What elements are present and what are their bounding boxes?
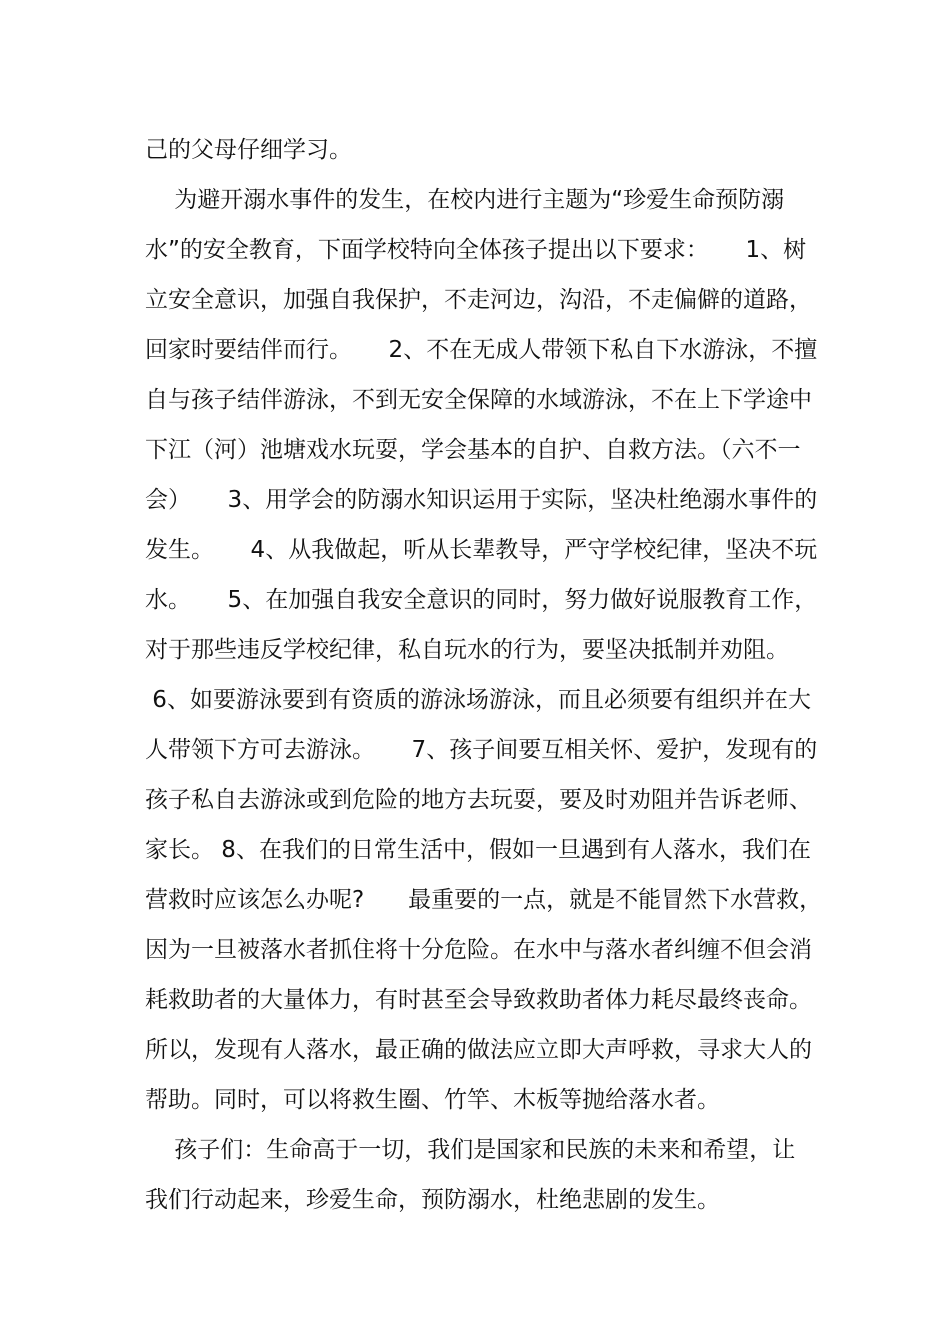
text-line: 所以，发现有人落水，最正确的做法应立即大声呼救，寻求大人的 (145, 1037, 812, 1063)
text-line: 立安全意识，加强自我保护，不走河边，沟沿，不走偏僻的道路， (145, 287, 812, 313)
text-line: 孩子们：生命高于一切，我们是国家和民族的未来和希望，让 (145, 1137, 796, 1163)
text-line: 己的父母仔细学习。 (145, 137, 352, 163)
text-line: 人带领下方可去游泳。 7、孩子间要互相关怀、爱护，发现有的 (145, 737, 818, 763)
text-line: 我们行动起来，珍爱生命，预防溺水，杜绝悲剧的发生。 (145, 1187, 720, 1213)
text-line: 会） 3、用学会的防溺水知识运用于实际，坚决杜绝溺水事件的 (145, 487, 818, 513)
text-line: 为避开溺水事件的发生，在校内进行主题为“珍爱生命预防溺 (145, 187, 785, 213)
text-line: 帮助。同时，可以将救生圈、竹竿、木板等抛给落水者。 (145, 1087, 720, 1113)
text-line: 耗救助者的大量体力，有时甚至会导致救助者体力耗尽最终丧命。 (145, 987, 812, 1013)
text-line: 6、如要游泳要到有资质的游泳场游泳，而且必须要有组织并在大 (145, 687, 811, 713)
text-line: 发生。 4、从我做起，听从长辈教导，严守学校纪律，坚决不玩 (145, 537, 818, 563)
text-line: 水”的安全教育，下面学校特向全体孩子提出以下要求： 1、树 (145, 237, 807, 263)
text-line: 因为一旦被落水者抓住将十分危险。在水中与落水者纠缠不但会消 (145, 937, 812, 963)
text-line: 下江（河）池塘戏水玩耍，学会基本的自护、自救方法。（六不一 (145, 437, 801, 463)
text-line: 家长。 8、在我们的日常生活中，假如一旦遇到有人落水，我们在 (145, 837, 811, 863)
text-line: 回家时要结伴而行。 2、不在无成人带领下私自下水游泳，不擅 (145, 337, 818, 363)
text-line: 自与孩子结伴游泳，不到无安全保障的水域游泳，不在上下学途中 (145, 387, 812, 413)
text-line: 对于那些违反学校纪律，私自玩水的行为，要坚决抵制并劝阻。 (145, 637, 789, 663)
text-line: 水。 5、在加强自我安全意识的同时，努力做好说服教育工作， (145, 587, 818, 613)
text-line: 孩子私自去游泳或到危险的地方去玩耍，要及时劝阻并告诉老师、 (145, 787, 812, 813)
text-line: 营救时应该怎么办呢? 最重要的一点，就是不能冒然下水营救， (145, 887, 823, 913)
